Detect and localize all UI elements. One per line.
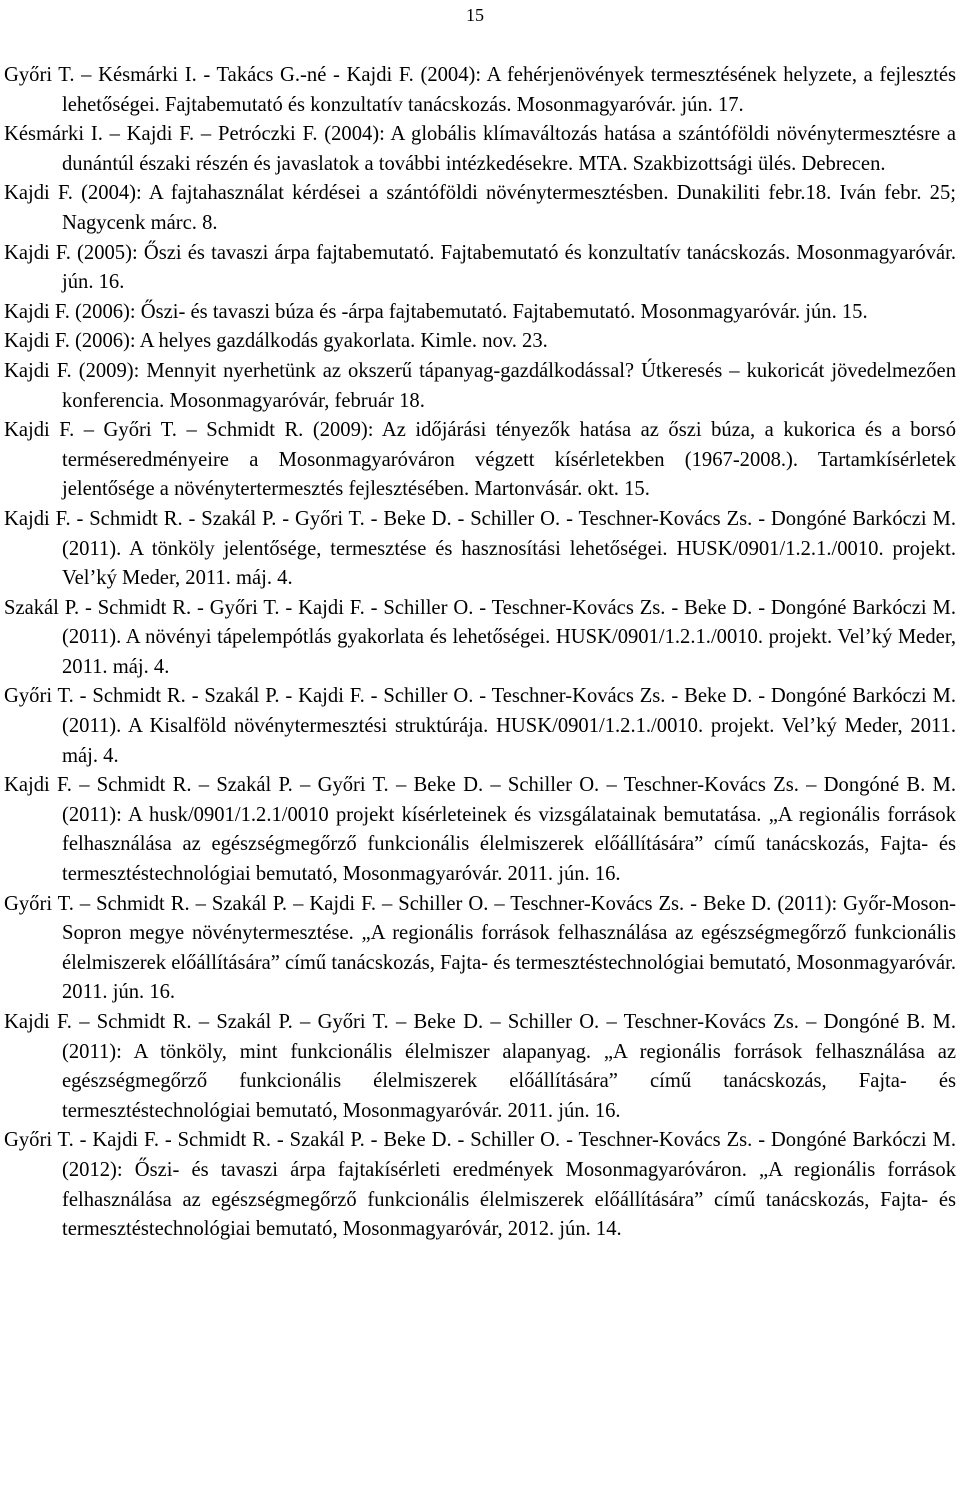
- reference-entry: Győri T. - Schmidt R. - Szakál P. - Kajdi F. - Schiller O. - Teschner-Kovács Zs. - Beke D. - Dongóné Barkóczi M. (2011). A Kisalföld növénytermesztési struktúrája. HUSK/0901/1.2.1./0010. projekt. Vel’ký Meder, 2011. máj. 4.: [4, 685, 956, 767]
- reference-entry: Kajdi F. - Schmidt R. - Szakál P. - Győri T. - Beke D. - Schiller O. - Teschner-Kovács Zs. - Dongóné Barkóczi M. (2011). A tönköly jelentősége, termesztése és hasznosítási lehetőségei. HUSK/0901/1.2.1./0010. projekt. Vel’ký Meder, 2011. máj. 4.: [4, 507, 956, 590]
- reference-list: [4, 61, 956, 1245]
- reference-entry: Győri T. – Schmidt R. – Szakál P. – Kajdi F. – Schiller O. – Teschner-Kovács Zs. - Beke D. (2011): Győr-Moson-Sopron megye növénytermesztése. „A regionális források felhasználása az egészségmegőrző funkcionális élelmiszerek előállítására” című tanácskozás, Fajta- és termesztéstechnológiai bemutató, Mosonmagyaróvár. 2011. jún. 16.: [4, 892, 956, 1004]
- reference-entry: Kajdi F. (2004): A fajtahasználat kérdései a szántóföldi növénytermesztésben. Dunakiliti febr.18. Iván febr. 25; Nagycenk márc. 8.: [4, 182, 956, 234]
- reference-entry: Kajdi F. – Schmidt R. – Szakál P. – Győri T. – Beke D. – Schiller O. – Teschner-Kovács Zs. – Dongóné B. M. (2011): A husk/0901/1.2.1/0010 projekt kísérleteinek és vizsgálatainak bemutatása. „A regionális források felhasználása az egészségmegőrző funkcionális élelmiszerek előállítására” című tanácskozás, Fajta- és termesztéstechnológiai bemutató, Mosonmagyaróvár. 2011. jún. 16.: [4, 774, 956, 886]
- page-number: 15: [466, 5, 484, 25]
- reference-entry: Győri T. – Késmárki I. - Takács G.-né - Kajdi F. (2004): A fehérjenövények termesztésének helyzete, a fejlesztés lehetőségei. Fajtabemutató és konzultatív tanácskozás. Mosonmagyaróvár. jún. 17.: [4, 64, 956, 116]
- reference-entry: Győri T. - Kajdi F. - Schmidt R. - Szakál P. - Beke D. - Schiller O. - Teschner-Kovács Zs. - Dongóné Barkóczi M. (2012): Őszi- és tavaszi árpa fajtakísérleti eredmények Mosonmagyaróváron. „A regionális források felhasználása az egészségmegőrző funkcionális élelmiszerek előállítására” című tanácskozás, Fajta- és termesztéstechnológiai bemutató, Mosonmagyaróvár, 2012. jún. 14.: [4, 1129, 956, 1241]
- reference-entry: Kajdi F. (2006): Őszi- és tavaszi búza és -árpa fajtabemutató. Fajtabemutató. Mosonmagyaróvár. jún. 15.: [4, 300, 868, 323]
- reference-entry: Kajdi F. – Győri T. – Schmidt R. (2009): Az időjárási tényezők hatása az őszi búza, a kukorica és a borsó terméseredményeire a Mosonmagyaróváron végzett kísérletekben (1967-2008.). Tartamkísérletek jelentősége a növénytertermesztés fejlesztésében. Martonvásár. okt. 15.: [4, 419, 956, 501]
- reference-entry: Késmárki I. – Kajdi F. – Petróczki F. (2004): A globális klímaváltozás hatása a szántóföldi növénytermesztésre a dunántúl északi részén és javaslatok a további intézkedésekre. MTA. Szakbizottsági ülés. Debrecen.: [4, 123, 956, 175]
- reference-entry: Kajdi F. – Schmidt R. – Szakál P. – Győri T. – Beke D. – Schiller O. – Teschner-Kovács Zs. – Dongóné B. M. (2011): A tönköly, mint funkcionális élelmiszer alapanyag. „A regionális források felhasználása az egészségmegőrző funkcionális élelmiszerek előállítására” című tanácskozás, Fajta- és termesztéstechnológiai bemutató, Mosonmagyaróvár. 2011. jún. 16.: [4, 1011, 956, 1122]
- reference-entry: Kajdi F. (2009): Mennyit nyerhetünk az okszerű tápanyag-gazdálkodással? Útkeresés – kukoricát jövedelmezően konferencia. Mosonmagyaróvár, február 18.: [4, 359, 956, 412]
- reference-entry: Kajdi F. (2005): Őszi és tavaszi árpa fajtabemutató. Fajtabemutató és konzultatív tanácskozás. Mosonmagyaróvár. jún. 16.: [4, 241, 956, 294]
- reference-entry: Szakál P. - Schmidt R. - Győri T. - Kajdi F. - Schiller O. - Teschner-Kovács Zs. - Beke D. - Dongóné Barkóczi M. (2011). A növényi tápelempótlás gyakorlata és lehetőségei. HUSK/0901/1.2.1./0010. projekt. Vel’ký Meder, 2011. máj. 4.: [4, 596, 956, 678]
- reference-entry: Kajdi F. (2006): A helyes gazdálkodás gyakorlata. Kimle. nov. 23.: [4, 330, 548, 353]
